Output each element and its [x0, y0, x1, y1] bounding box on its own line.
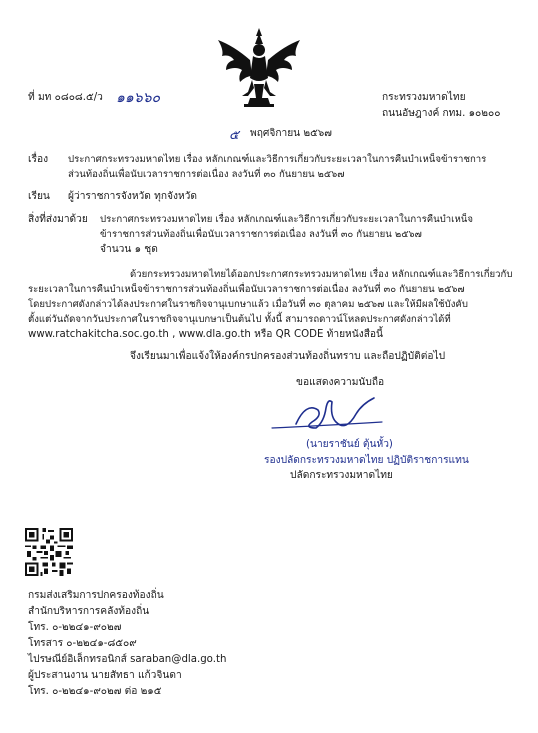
- enclosure-line-2: ข้าราชการส่วนท้องถิ่นเพื่อนับเวลาราชการต่อเนื่อง ลงวันที่ ๓๐ กันยายน ๒๕๖๗: [100, 229, 422, 240]
- signer-title: รองปลัดกระทรวงมหาดไทย ปฏิบัติราชการแทน: [264, 455, 469, 466]
- body-line-4: ตั้งแต่วันถัดจากวันประกาศในราชกิจจานุเบกษาเป็นต้นไป ทั้งนี้ สามารถดาวน์โหลดประกาศดังกล่าวได้ที่: [28, 314, 451, 325]
- footer-coordinator: ผู้ประสานงาน นายสัทธา แก้วจินดา: [28, 670, 182, 681]
- date-day: ๕: [229, 128, 239, 143]
- salutation-value: ผู้ว่าราชการจังหวัด ทุกจังหวัด: [68, 191, 197, 202]
- footer-email: ไปรษณีย์อิเล็กทรอนิกส์ saraban@dla.go.th: [28, 654, 227, 665]
- footer-coordinator-phone: โทร. ๐-๒๒๔๑-๙๐๒๗ ต่อ ๒๑๕: [28, 686, 162, 697]
- footer-phone: โทร. ๐-๒๒๔๑-๙๐๒๗: [28, 622, 122, 633]
- salutation-label: เรียน: [28, 191, 50, 202]
- garuda-emblem-icon: [212, 26, 306, 110]
- qr-code-icon: [25, 528, 73, 576]
- ministry-address: ถนนอัษฎางค์ กทม. ๑๐๒๐๐: [382, 108, 501, 119]
- handwritten-signature-icon: [266, 392, 386, 436]
- body-line-2: ระยะเวลาในการคืนบำเหน็จข้าราชการส่วนท้องถิ่นเพื่อนับเวลาราชการต่อเนื่อง ลงวันที่ ๓๐ กันยายน ๒๕๖๗: [28, 284, 465, 295]
- signer-position: ปลัดกระทรวงมหาดไทย: [290, 470, 393, 481]
- subject-line-1: ประกาศกระทรวงมหาดไทย เรื่อง หลักเกณฑ์และวิธีการเกี่ยวกับระยะเวลาในการคืนบำเหน็จข้าราชการ: [68, 154, 487, 165]
- reference-number: ๑๑๖๖๐: [116, 90, 161, 106]
- body-closing-paragraph: จึงเรียนมาเพื่อแจ้งให้องค์กรปกครองส่วนท้องถิ่นทราบ และถือปฏิบัติต่อไป: [130, 351, 446, 362]
- enclosure-line-1: ประกาศกระทรวงมหาดไทย เรื่อง หลักเกณฑ์และวิธีการเกี่ยวกับระยะเวลาในการคืนบำเหน็จ: [100, 214, 473, 225]
- body-line-1: ด้วยกระทรวงมหาดไทยได้ออกประกาศกระทรวงมหาดไทย เรื่อง หลักเกณฑ์และวิธีการเกี่ยวกับ: [130, 269, 513, 280]
- subject-line-2: ส่วนท้องถิ่นเพื่อนับเวลาราชการต่อเนื่อง ลงวันที่ ๓๐ กันยายน ๒๕๖๗: [68, 169, 345, 180]
- closing-phrase: ขอแสดงความนับถือ: [296, 377, 385, 388]
- footer-department: กรมส่งเสริมการปกครองท้องถิ่น: [28, 590, 164, 601]
- ministry-name: กระทรวงมหาดไทย: [382, 92, 466, 103]
- signer-name: (นายราชันย์ ตุ้นหั้ว): [306, 439, 393, 450]
- body-line-3: โดยประกาศดังกล่าวได้ลงประกาศในราชกิจจานุเบกษาแล้ว เมื่อวันที่ ๓๐ ตุลาคม ๒๕๖๗ และให้มีผลใช้บังคับ: [28, 299, 468, 310]
- date-month-year: พฤศจิกายน ๒๕๖๗: [250, 128, 332, 139]
- reference-prefix: ที่ มท ๐๘๐๘.๕/ว: [28, 92, 103, 103]
- subject-label: เรื่อง: [28, 154, 49, 165]
- enclosure-label: สิ่งที่ส่งมาด้วย: [28, 214, 88, 225]
- body-line-5: www.ratchakitcha.soc.go.th , www.dla.go.th หรือ QR CODE ท้ายหนังสือนี้: [28, 329, 384, 340]
- footer-bureau: สำนักบริหารการคลังท้องถิ่น: [28, 606, 150, 617]
- enclosure-line-3: จำนวน ๑ ชุด: [100, 244, 158, 255]
- footer-fax: โทรสาร ๐-๒๒๔๑-๘๕๐๙: [28, 638, 137, 649]
